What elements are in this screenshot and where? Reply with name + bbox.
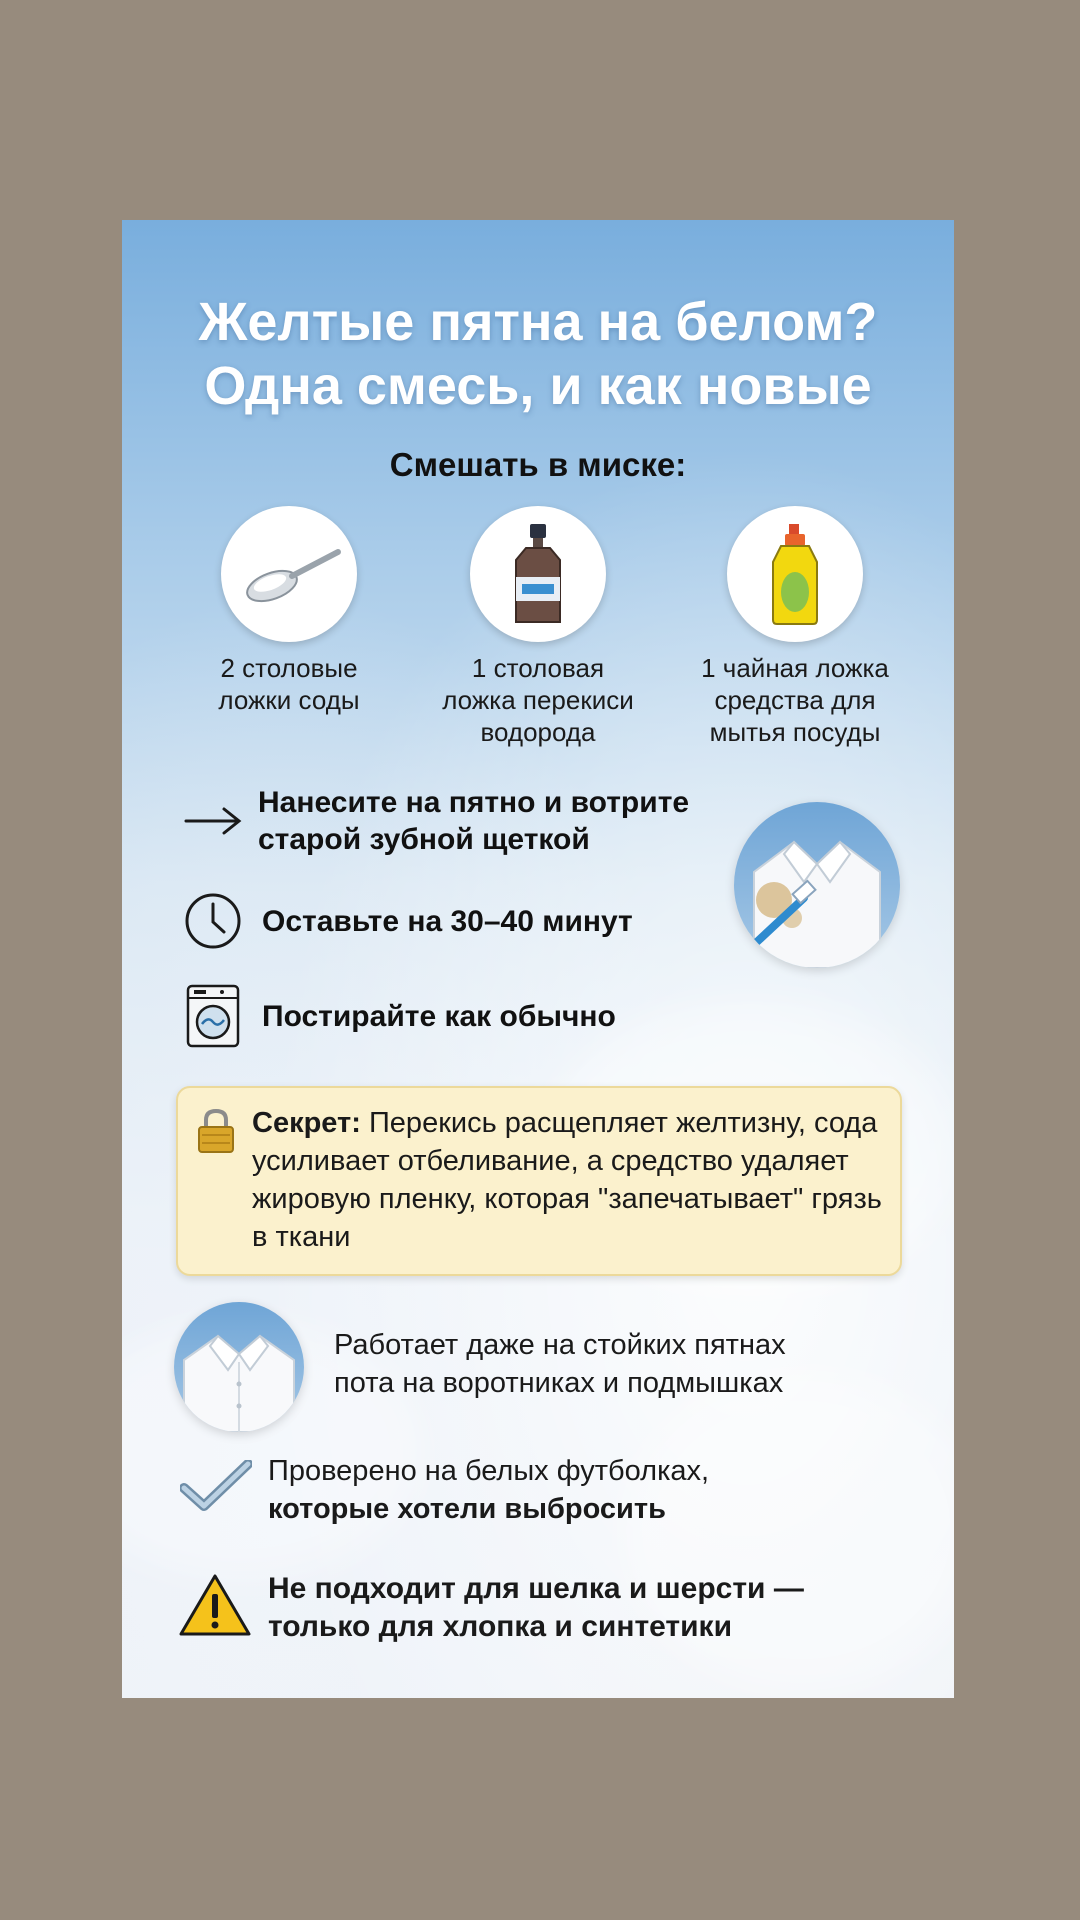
ingredient-dish-soap-line-1: 1 чайная ложка <box>701 653 889 683</box>
secret-text <box>252 1104 882 1256</box>
lock-icon <box>196 1108 236 1159</box>
info-works-on-sweat <box>334 1326 786 1402</box>
secret-label: Секрет: <box>252 1107 361 1139</box>
warning-line-2: только для хлопка и синтетики <box>268 1610 733 1643</box>
arrow-right-icon <box>182 790 244 852</box>
subtitle: Смешать в миске: <box>389 446 687 483</box>
step-apply-line-2: старой зубной щеткой <box>258 823 590 856</box>
warning-line-1: Не подходит для шелка и шерсти — <box>268 1572 804 1605</box>
warning-icon <box>178 1572 252 1643</box>
collar-shirt-icon <box>174 1302 304 1432</box>
ingredient-soda <box>174 506 404 716</box>
warning-text <box>268 1570 804 1646</box>
shirt-toothbrush-icon <box>734 802 900 968</box>
step-wait <box>182 890 633 952</box>
step-wait-line-1: Оставьте на 30–40 минут <box>262 904 633 938</box>
step-apply <box>182 784 689 858</box>
washing-machine-icon <box>182 985 244 1047</box>
title-line-1: Желтые пятна на белом? <box>198 292 878 352</box>
ingredient-dish-soap-line-2: средства для <box>714 685 876 715</box>
check-icon <box>180 1460 252 1517</box>
title-line-2: Одна смесь, и как новые <box>204 356 872 416</box>
step-apply-line-1: Нанесите на пятно и вотрите <box>258 786 690 819</box>
spoon-soda-icon <box>221 506 357 642</box>
ingredient-peroxide-line-3: водорода <box>480 717 596 747</box>
clock-icon <box>182 890 244 952</box>
info-works-line-2: пота на воротниках и подмышках <box>334 1367 784 1399</box>
peroxide-bottle-icon <box>470 506 606 642</box>
ingredient-dish-soap <box>680 506 910 748</box>
dish-soap-icon <box>727 506 863 642</box>
ingredient-soda-line-1: 2 столовые <box>220 653 358 683</box>
infographic-card <box>122 220 954 1698</box>
info-works-line-1: Работает даже на стойких пятнах <box>334 1329 786 1361</box>
info-tested-line-2: которые хотели выбросить <box>268 1493 666 1525</box>
ingredient-peroxide-line-2: ложка перекиси <box>442 685 634 715</box>
ingredient-soda-line-2: ложки соды <box>218 685 360 715</box>
step-wash <box>182 985 616 1047</box>
info-tested <box>268 1452 709 1528</box>
secret-body: Перекись расщепляет желтизну, сода усиливает отбеливание, а средство удаляет жировую пленку, которая "запечатывает" грязь в ткани <box>252 1107 882 1253</box>
info-tested-line-1: Проверено на белых футболках, <box>268 1455 710 1487</box>
title <box>122 290 954 418</box>
secret-box <box>176 1086 902 1276</box>
ingredient-peroxide-line-1: 1 столовая <box>471 653 605 683</box>
ingredient-dish-soap-line-3: мытья посуды <box>709 717 881 747</box>
ingredient-peroxide <box>423 506 653 748</box>
step-wash-line-1: Постирайте как обычно <box>262 999 616 1033</box>
